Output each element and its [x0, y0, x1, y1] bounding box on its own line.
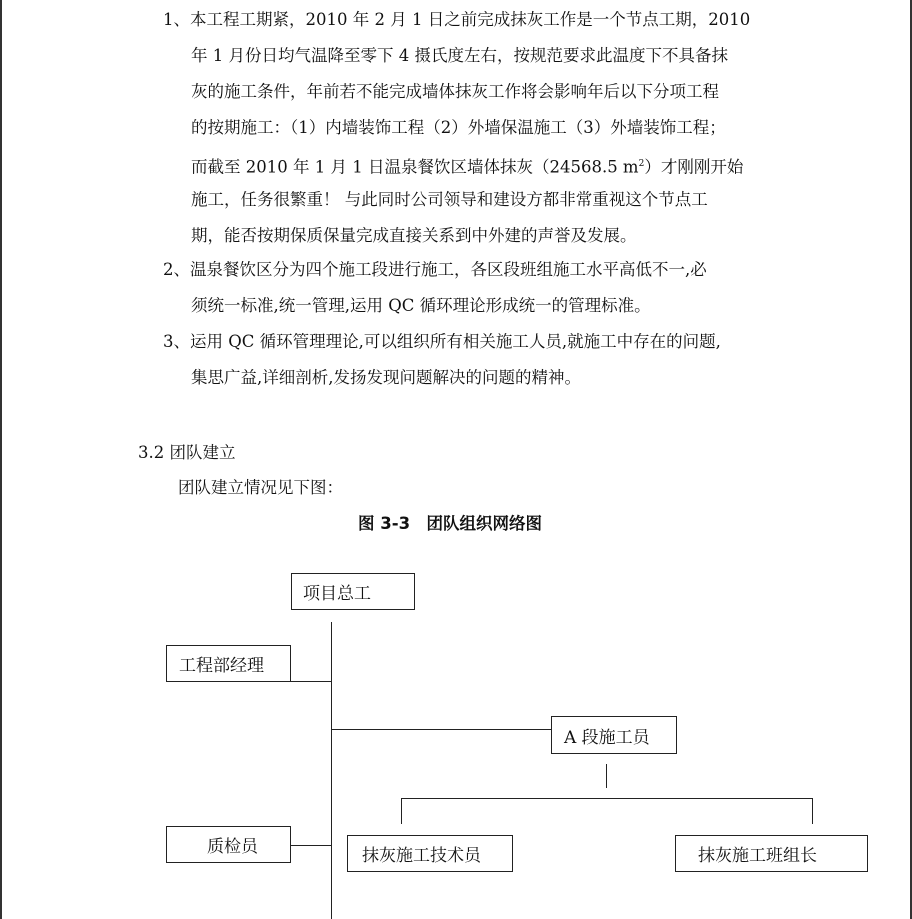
text-line: 年 1 月份日均气温降至零下 4 摄氏度左右，按规范要求此温度下不具备抹: [191, 46, 728, 65]
text-line: 集思广益,详细剖析,发扬发现问题解决的问题的精神。: [191, 368, 581, 387]
node-label: 质检员: [207, 837, 258, 857]
list-item-1: [163, 2, 883, 254]
node-engineering-manager: [166, 645, 291, 682]
section-intro: 团队建立情况见下图：: [178, 478, 343, 497]
node-label: 抹灰施工班组长: [698, 846, 817, 866]
list-item-2: [163, 252, 883, 324]
page-border-left: [0, 0, 2, 919]
superscript: 2: [638, 159, 645, 169]
text-line: 灰的施工条件，年前若不能完成墙体抹灰工作将会影响年后以下分项工程: [191, 82, 719, 101]
inspector-connector: [290, 845, 332, 846]
node-plaster-foreman: [675, 835, 868, 872]
section-a-down-line: [606, 764, 607, 788]
node-section-a-worker: [551, 716, 677, 754]
section-a-connector: [331, 729, 551, 730]
text-line: 3、运用 QC 循环管理理论,可以组织所有相关施工人员,就施工中存在的问题,: [163, 332, 721, 351]
branch-left-drop: [401, 798, 402, 824]
node-quality-inspector: [166, 826, 291, 863]
list-item-3: [163, 324, 883, 396]
branch-right-drop: [812, 798, 813, 824]
text-line: 施工，任务很繁重！ 与此同时公司领导和建设方都非常重视这个节点工: [191, 190, 708, 209]
node-label: 项目总工: [303, 584, 371, 604]
text-line: 须统一标准,统一管理,运用 QC 循环理论形成统一的管理标准。: [191, 296, 651, 315]
text-line: 期，能否按期保质保量完成直接关系到中外建的声誉及发展。: [191, 226, 637, 245]
node-plaster-technician: [347, 835, 513, 872]
node-chief-engineer: [291, 573, 415, 610]
figure-caption: 图 3-3 团队组织网络图: [358, 514, 543, 533]
text-segment: 而截至 2010 年 1 月 1 日温泉餐饮区墙体抹灰（24568.5 m: [191, 157, 639, 177]
text-line: 1、本工程工期紧，2010 年 2 月 1 日之前完成抹灰工作是一个节点工期，2010: [163, 10, 751, 29]
node-label: A 段施工员: [564, 727, 650, 748]
text-line: 2、温泉餐饮区分为四个施工段进行施工，各区段班组施工水平高低不一,必: [163, 260, 707, 279]
text-line: 的按期施工：（1）内墙装饰工程（2）外墙保温施工（3）外墙装饰工程；: [191, 118, 726, 137]
main-trunk-line: [331, 622, 332, 919]
text-segment: ）才刚刚开始: [644, 157, 744, 177]
text-line: [163, 146, 883, 182]
node-label: 工程部经理: [179, 656, 264, 676]
branch-bar: [401, 798, 813, 799]
node-label: 抹灰施工技术员: [362, 846, 481, 866]
section-heading: 3.2 团队建立: [138, 443, 236, 462]
manager-connector: [290, 681, 332, 682]
